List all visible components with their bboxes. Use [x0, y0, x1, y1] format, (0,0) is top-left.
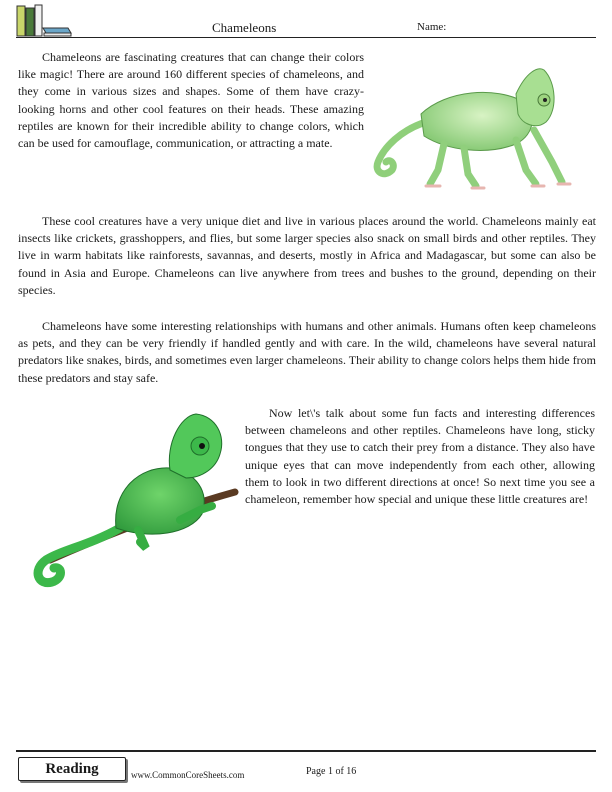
page-title: Chameleons [212, 20, 277, 35]
paragraph-diet-habitat: These cool creatures have a very unique diet and live in various places around the world. Chameleons mainly eat insects like crickets, grasshoppers, and flies, but some larger species also snack on small birds and other reptiles. They live in warm habitats like rainforests, savannas, and deserts, mostly in Africa and Madagascar, but some can also be found in Asia and Europe. Chameleons can live anywhere from trees and bushes to the ground, depending on their species. [18, 214, 596, 297]
paragraph-relationships: Chameleons have some interesting relationships with humans and other animals. Humans often keep chameleons as pets, and they can be very friendly if handled gently and with care. In the wild, chameleons have several natural predators like snakes, birds, and sometimes even larger chameleons. Their ability to change colors helps them hide from these predators and stay safe. [18, 319, 596, 385]
paragraph-intro: Chameleons are fascinating creatures that can change their colors like magic! There are around 160 different species of chameleons, and they come in various sizes and shapes. Some of them have crazy-looking horns and other cool features on their heads. These amazing reptiles are known for their incredible ability to change colors, which can be used for camouflage, communication, or attracting a mate. [18, 50, 364, 151]
paragraph-fun-facts: Now let\'s talk about some fun facts and interesting differences between chameleons and other reptiles. Chameleons have long, sticky tongues that they use to catch their prey from a distance. They also have unique eyes that can move independently from each other, allowing them to look in two different directions at once! So next time you see a chameleon, remember how special and unique these little creatures are! [245, 406, 595, 507]
website-url: www.CommonCoreSheets.com [131, 770, 245, 780]
footer-divider [16, 750, 596, 752]
page-number: Page 1 of 16 [306, 766, 357, 777]
chameleon-photo-standing [366, 52, 598, 198]
name-label: Name: [417, 21, 447, 33]
header-divider [16, 37, 596, 38]
subject-badge: Reading [18, 757, 126, 781]
chameleon-photo-branch [20, 410, 242, 588]
books-icon [16, 4, 72, 38]
